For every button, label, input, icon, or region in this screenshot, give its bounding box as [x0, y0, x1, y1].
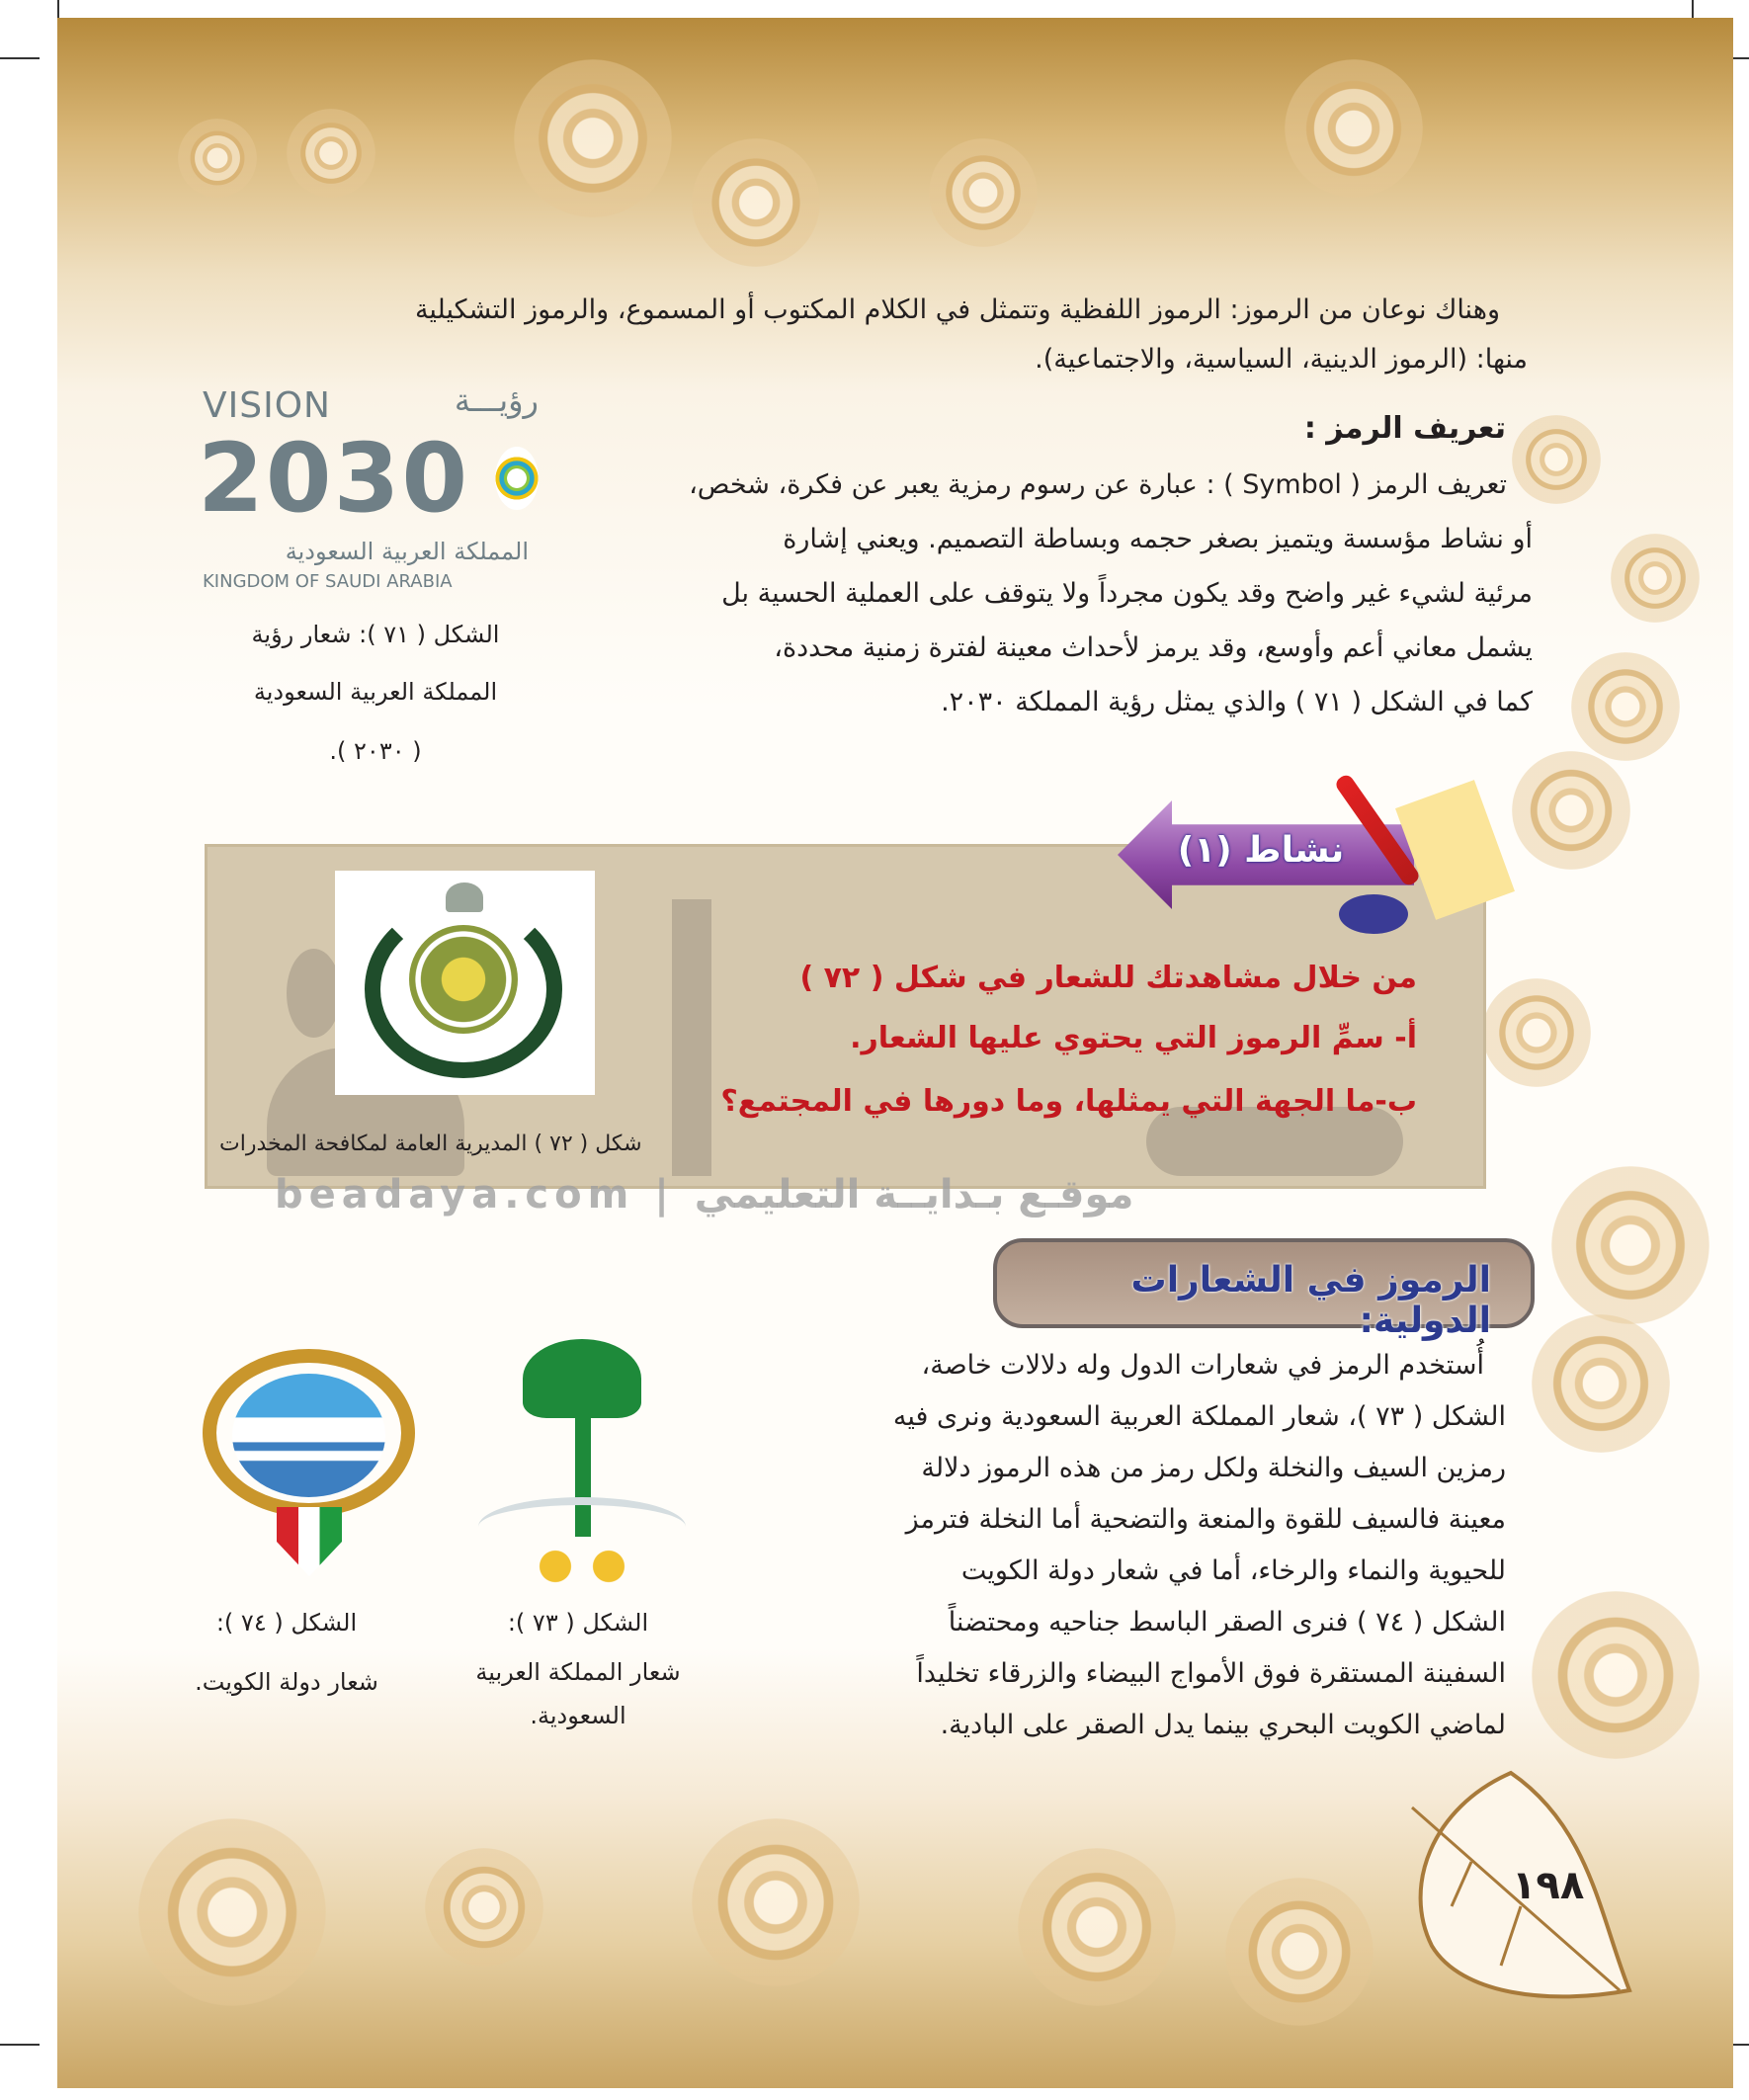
definition-line: يشمل معاني أعم وأوسع، وقد يرمز لأحداث معينة لفترة زمنية محددة،: [774, 632, 1533, 663]
section-line: الشكل ( ٧٤ ) فنرى الصقر الباسط جناحيه ومحتضناً: [948, 1607, 1506, 1638]
figure72-caption: شكل ( ٧٢ ) المديرية العامة لمكافحة المخدرات: [219, 1132, 642, 1156]
site-watermark: beadaya.com | موقـع بـدايــة التعليمي: [275, 1172, 1134, 1218]
section-line: السفينة المستقرة فوق الأمواج البيضاء والزرقاء تخليداً: [916, 1658, 1506, 1689]
figure71-caption: المملكة العربية السعودية: [253, 678, 498, 706]
rosette-ornament: [138, 1818, 326, 2006]
intro-line: منها: (الرموز الدينية، السياسية، والاجتماعية).: [1035, 344, 1528, 375]
section-line: للحيوية والنماء والرخاء، أما في شعار دولة الكويت: [960, 1555, 1506, 1586]
crown-icon: [446, 882, 483, 912]
section-line: لماضي الكويت البحري بينما يدل الصقر على البادية.: [940, 1710, 1506, 1740]
activity-prompt: من خلال مشاهدتك للشعار في شكل ( ٧٢ ): [799, 961, 1417, 995]
kuwait-emblem: [203, 1339, 415, 1581]
page-number: ١٩٨: [1512, 1863, 1585, 1908]
rosette-ornament: [1611, 534, 1700, 623]
crop-mark: [0, 57, 40, 59]
figure71-caption: ( ٢٠٣٠ ).: [329, 737, 422, 765]
logo-vision-text: VISION: [203, 385, 331, 426]
definition-line: كما في الشكل ( ٧١ ) والذي يمثل رؤية المملكة ٢٠٣٠.: [941, 687, 1533, 717]
section-line: رمزين السيف والنخلة ولكل رمز من هذه الرموز دلالة: [921, 1453, 1506, 1483]
rosette-ornament: [514, 59, 672, 217]
figure71-caption: الشكل ( ٧١ ): شعار رؤية: [251, 621, 500, 648]
rosette-ornament: [1532, 1591, 1700, 1759]
activity-badge-label: نشاط (١): [1177, 830, 1345, 871]
definition-line: مرئية لشيء غير واضح وقد يكون مجرداً ولا يتوقف على العملية الحسية بل: [721, 578, 1533, 609]
intro-line: وهناك نوعان من الرموز: الرموز اللفظية وتتمثل في الكلام المكتوب أو المسموع، والرموز التشكيلية: [414, 294, 1500, 325]
logo-palm-swords-icon: [495, 447, 539, 510]
figure74-caption: الشكل ( ٧٤ ):: [215, 1609, 358, 1637]
crop-mark: [0, 2044, 40, 2046]
logo-ruya-text: رؤيـــة: [454, 381, 539, 419]
figure73-caption: السعودية.: [530, 1702, 626, 1729]
rosette-ornament: [1482, 978, 1591, 1087]
rosette-ornament: [929, 138, 1038, 247]
rosette-ornament: [1225, 1878, 1374, 2026]
ship-waves-icon: [232, 1374, 385, 1497]
ink-stamp-icon: [1339, 894, 1408, 934]
rosette-ornament: [1532, 1314, 1670, 1453]
kuwait-flag-shield-icon: [277, 1507, 342, 1576]
figure73-caption: الشكل ( ٧٣ ):: [507, 1609, 649, 1637]
definition-line: أو نشاط مؤسسة ويتميز بصغر حجمه وبساطة التصميم. ويعني إشارة: [783, 524, 1533, 554]
figure73-caption: شعار المملكة العربية: [475, 1658, 681, 1686]
rosette-ornament: [692, 1818, 860, 1986]
watermark-dot: [287, 949, 341, 1038]
rosette-ornament: [178, 119, 257, 198]
section-line: أُستخدم الرمز في شعارات الدول وله دلالات خاصة،: [921, 1350, 1484, 1381]
logo-kingdom-en: KINGDOM OF SAUDI ARABIA: [203, 571, 453, 592]
logo-kingdom-ar: المملكة العربية السعودية: [285, 538, 529, 565]
section-line: الشكل ( ٧٣ )، شعار المملكة العربية السعودية ونرى فيه: [892, 1401, 1506, 1432]
section-heading: الرموز في الشعارات الدولية:: [1130, 1260, 1491, 1341]
saudi-emblem: [468, 1339, 697, 1593]
rosette-ornament: [1512, 751, 1630, 870]
rosette-ornament: [1285, 59, 1423, 198]
rosette-ornament: [1018, 1848, 1176, 2006]
rosette-ornament: [1512, 415, 1601, 504]
narcotics-directorate-emblem: [335, 871, 595, 1095]
activity-question-a: أ- سمِّ الرموز التي يحتوي عليها الشعار.: [850, 1021, 1417, 1055]
rosette-ornament: [1571, 652, 1680, 761]
rosette-ornament: [692, 138, 820, 267]
shield-icon: [409, 925, 518, 1034]
rosette-ornament: [287, 109, 375, 198]
sword-hilts: [538, 1537, 626, 1586]
rosette-ornament: [1551, 1166, 1709, 1324]
palm-tree-icon: [523, 1339, 641, 1418]
watermark-stroke: [672, 899, 711, 1176]
rosette-ornament: [425, 1848, 543, 1967]
activity-question-b: ب-ما الجهة التي يمثلها، وما دورها في المجتمع؟: [720, 1084, 1417, 1119]
logo-year: 2030: [198, 423, 470, 534]
definition-line: تعريف الرمز ( Symbol ) : عبارة عن رسوم رمزية يعبر عن فكرة، شخص،: [689, 469, 1507, 500]
figure74-caption: شعار دولة الكويت.: [195, 1668, 378, 1696]
vision-2030-logo: [198, 381, 539, 594]
section-heading-box: [993, 1238, 1535, 1341]
definition-heading: تعريف الرمز :: [1303, 411, 1506, 446]
section-line: معينة فالسيف للقوة والمنعة والتضحية أما النخلة فترمز: [905, 1504, 1506, 1535]
